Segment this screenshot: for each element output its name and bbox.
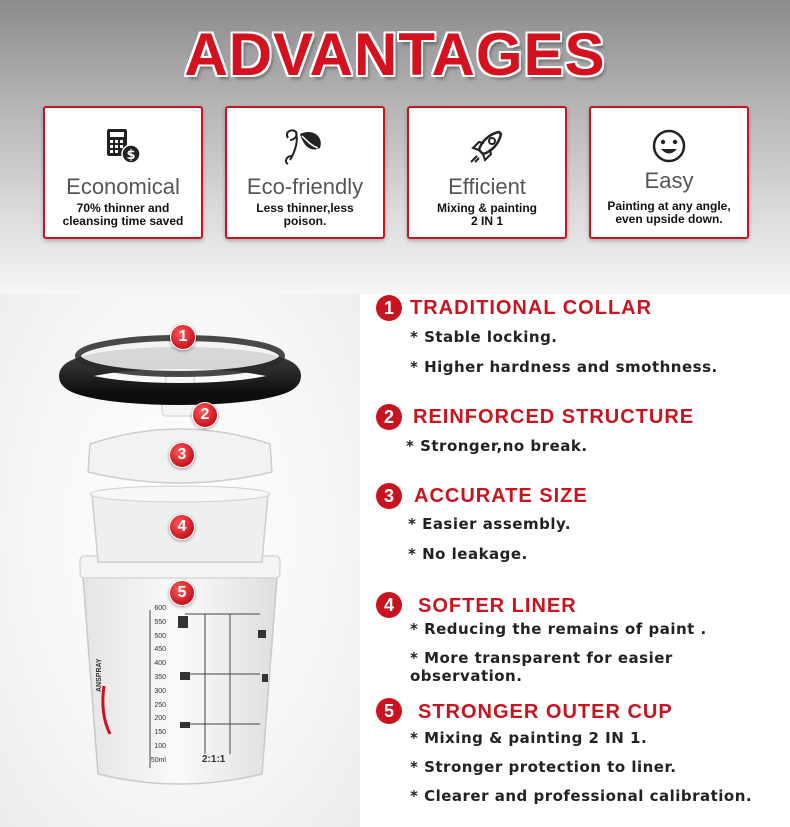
section-item: * Clearer and professional calibration. — [410, 787, 753, 805]
card-name: Economical — [66, 174, 180, 199]
scale-label: 600 — [154, 605, 166, 612]
section-item: * Stronger,no break. — [406, 437, 588, 455]
section-item: * Stronger protection to liner. — [410, 758, 677, 776]
card-name: Efficient — [448, 174, 526, 199]
section-title: REINFORCED STRUCTURE — [413, 406, 695, 428]
feature-list — [360, 294, 790, 827]
svg-text:$: $ — [126, 148, 136, 163]
section-number: 1 — [376, 295, 402, 321]
section-title: TRADITIONAL COLLAR — [410, 297, 653, 319]
section-item: * Stable locking. — [410, 328, 558, 346]
scale-label: 100 — [154, 742, 166, 750]
section-title: STRONGER OUTER CUP — [418, 701, 673, 723]
card-economical — [43, 106, 203, 239]
scale-label: 250 — [154, 701, 166, 709]
scale-label: 500 — [154, 632, 166, 640]
scale-label: 400 — [154, 660, 166, 668]
section-title: SOFTER LINER — [418, 595, 577, 617]
card-desc: 70% thinner and cleansing time saved — [62, 201, 184, 228]
card-easy — [589, 106, 749, 239]
section-item: * Mixing & painting 2 IN 1. — [410, 729, 648, 747]
card-efficient — [407, 106, 567, 239]
cup-illustration — [0, 294, 360, 827]
section-number: 5 — [376, 698, 402, 724]
scale-label: 150 — [154, 729, 166, 737]
part-badge-4: 4 — [169, 514, 195, 540]
section-number: 2 — [376, 404, 402, 430]
page-title: ADVANTAGES — [184, 21, 606, 88]
card-desc: Mixing & painting 2 IN 1 — [437, 201, 537, 228]
scale-label: 550 — [154, 618, 166, 626]
section-item: * Higher hardness and smothness. — [410, 358, 718, 376]
part-badge-2: 2 — [192, 402, 218, 428]
brand-logo: ANSPRAY — [96, 658, 103, 692]
section-title: ACCURATE SIZE — [414, 485, 588, 507]
calculator-dollar-icon — [45, 126, 201, 166]
card-name: Easy — [644, 168, 694, 193]
scale-label: 350 — [154, 673, 166, 681]
scale-label: 450 — [154, 646, 166, 654]
section-item: * No leakage. — [408, 545, 528, 563]
part-badge-5: 5 — [169, 580, 195, 606]
section-item: * Reducing the remains of paint . — [410, 620, 707, 638]
product-panel — [0, 294, 360, 827]
section-number: 3 — [376, 483, 402, 509]
ratio-label: 2:1:1 — [202, 754, 226, 765]
smiley-icon — [591, 126, 747, 166]
scale-label: 300 — [154, 687, 166, 695]
card-eco-friendly — [225, 106, 385, 239]
part-badge-1: 1 — [170, 324, 196, 350]
card-desc: Less thinner,less poison. — [256, 201, 354, 228]
section-item: * Easier assembly. — [408, 515, 572, 533]
rocket-icon — [409, 126, 565, 166]
part-badge-3: 3 — [169, 442, 195, 468]
scale-labels — [146, 602, 166, 768]
card-desc: Painting at any angle, even upside down. — [607, 199, 731, 226]
card-name: Eco-friendly — [246, 174, 364, 199]
scale-label: 200 — [154, 715, 166, 723]
section-number: 4 — [376, 592, 402, 618]
scale-label: 50ml — [150, 756, 166, 764]
section-item: * More transparent for easier observation. — [410, 649, 673, 685]
leaf-icon — [227, 126, 383, 166]
